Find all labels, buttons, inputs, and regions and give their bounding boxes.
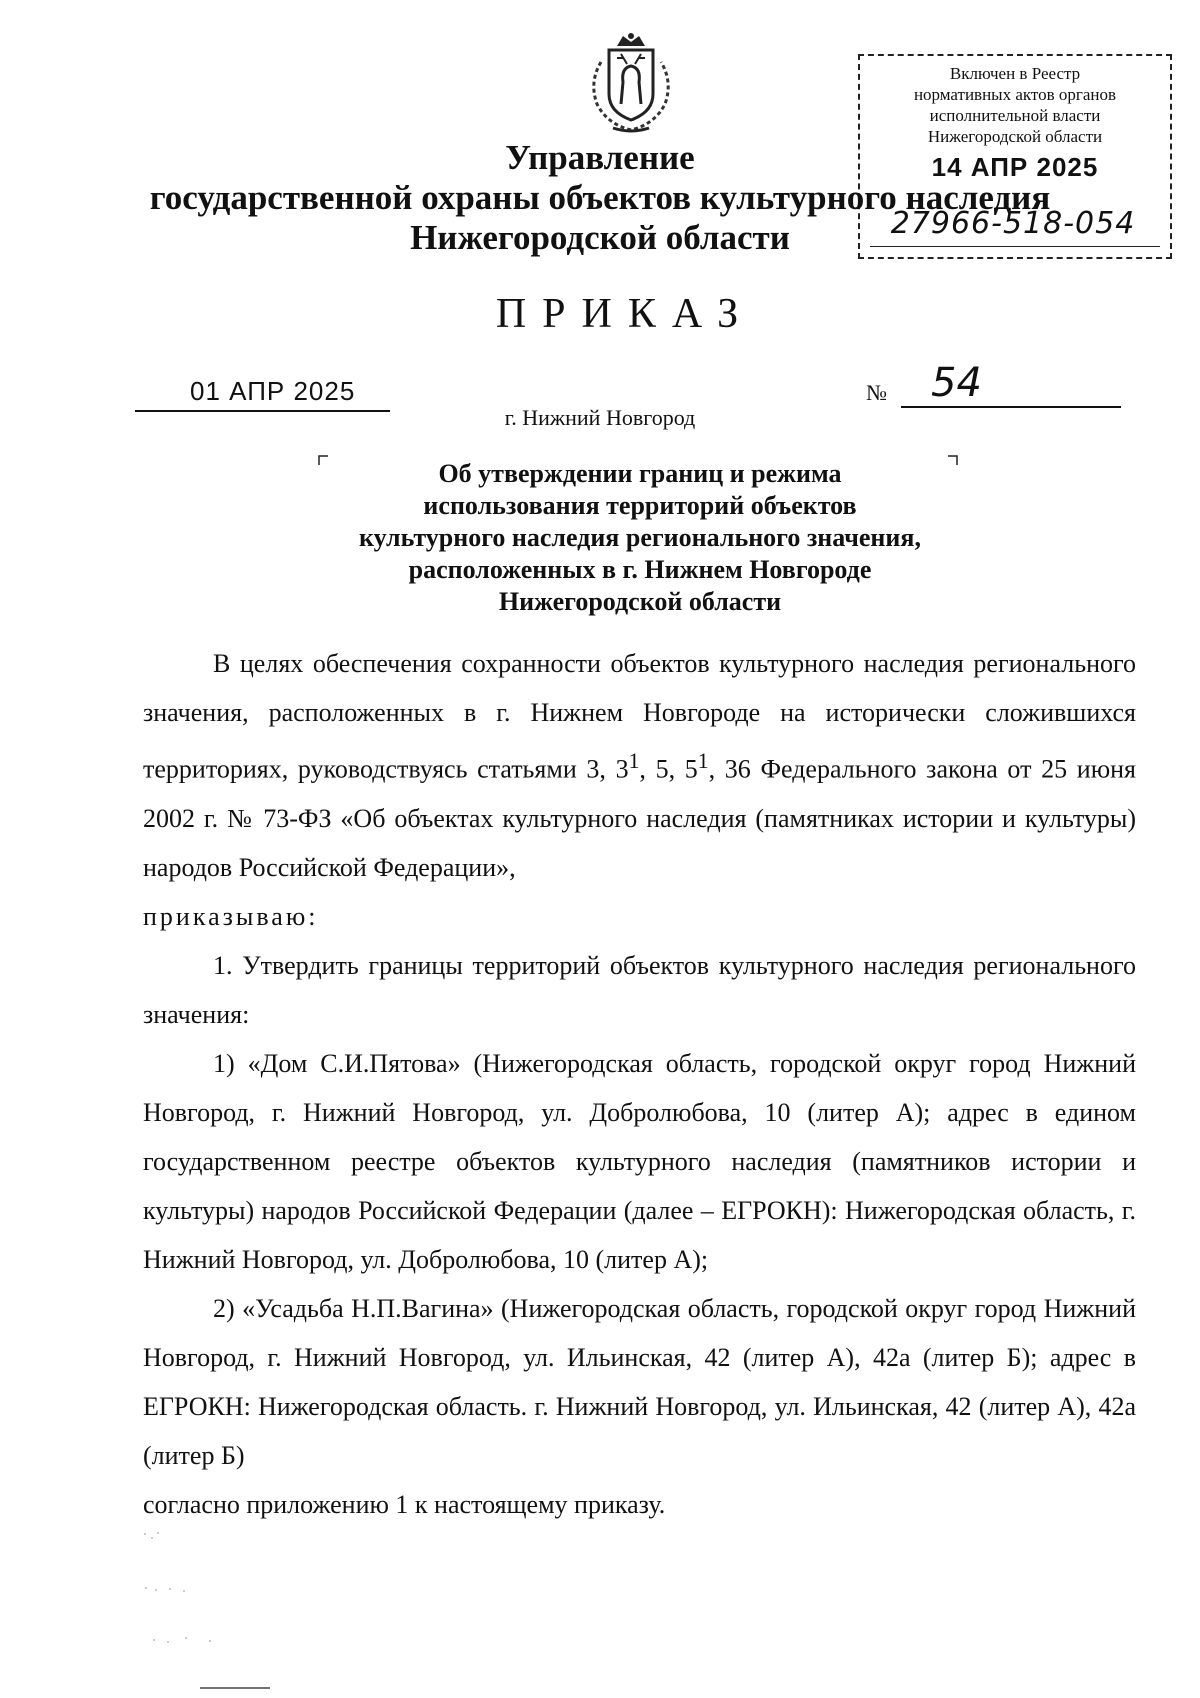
preamble-text-2: , 5, 5 [639,754,698,784]
sub-item-2: 2) «Усадьба Н.П.Вагина» (Нижегородская область, городской округ город Нижний Новгород, г. Нижний Новгород, ул. Ильинская, 42 (литер А), 42а (литер Б); адрес в ЕГРОКН: Нижегородская область. г. Нижний Новгород, ул. Ильинская, 42 (литер А), 42а (литер Б) [143,1293,1136,1470]
order-word: приказываю: [143,901,319,931]
stamp-line-3: исполнительной власти [929,106,1101,125]
preamble-text-1: В целях обеспечения сохранности объектов культурного наследия регионального значения, расположенных в г. Нижнем Новгороде на исторически сложившихся территориях, руководствуясь статьями 3, 3 [143,649,1136,784]
corner-bracket-left [318,455,328,465]
org-name-line-3: Нижегородской области [410,218,790,257]
preamble-paragraph [143,639,1136,892]
sub-item-1: 1) «Дом С.И.Пятова» (Нижегородская область, городской округ город Нижний Новгород, г. Нижний Новгород, ул. Добролюбова, 10 (литер А); адрес в едином государственном реестре объектов культурного наследия (памятников истории и культуры) народов Российской Федерации (далее – ЕГРОКН): Нижегородская область, г. Нижний Новгород, ул. Добролюбова, 10 (литер А); [143,1048,1136,1274]
coat-of-arms-emblem [583,32,679,134]
stamp-registration-number: 27966-518-054 [890,206,1136,241]
stamp-line-2: нормативных актов органов [913,85,1117,104]
closing-line: согласно приложению 1 к настоящему приказу. [143,1489,666,1519]
order-number-field [901,360,1121,408]
document-type-title: ПРИКАЗ [495,291,755,337]
order-subject: Об утверждении границ и режима использования территорий объектов культурного наследия регионального значения, расположенных в г. Нижнем Новгороде Нижегородской области [359,459,921,616]
scan-specks [140,1530,290,1690]
superscript-2: 1 [697,749,709,773]
org-name-line-2: государственной охраны объектов культурного наследия [149,178,1051,217]
stamp-line-4: Нижегородской области [927,127,1103,146]
item-1: 1. Утвердить границы территорий объектов культурного наследия регионального значения: [143,950,1136,1029]
superscript-1: 1 [628,749,640,773]
stamp-date: 14 АПР 2025 [931,152,1099,182]
order-body [143,639,1136,1529]
corner-bracket-right [948,455,958,465]
order-number: 54 [931,360,982,406]
org-name-line-1: Управление [505,138,695,177]
preamble-text-3: , 36 Федерального закона от 25 июня 2002 г. № 73-ФЗ «Об объектах культурного наследия (памятниках истории и культуры) народов Российской Федерации», [143,754,1137,882]
stamp-line-1: Включен в Реестр [949,64,1081,83]
order-number-label: № [866,380,887,405]
city: г. Нижний Новгород [504,405,696,430]
order-date: 01 АПР 2025 [190,376,356,406]
